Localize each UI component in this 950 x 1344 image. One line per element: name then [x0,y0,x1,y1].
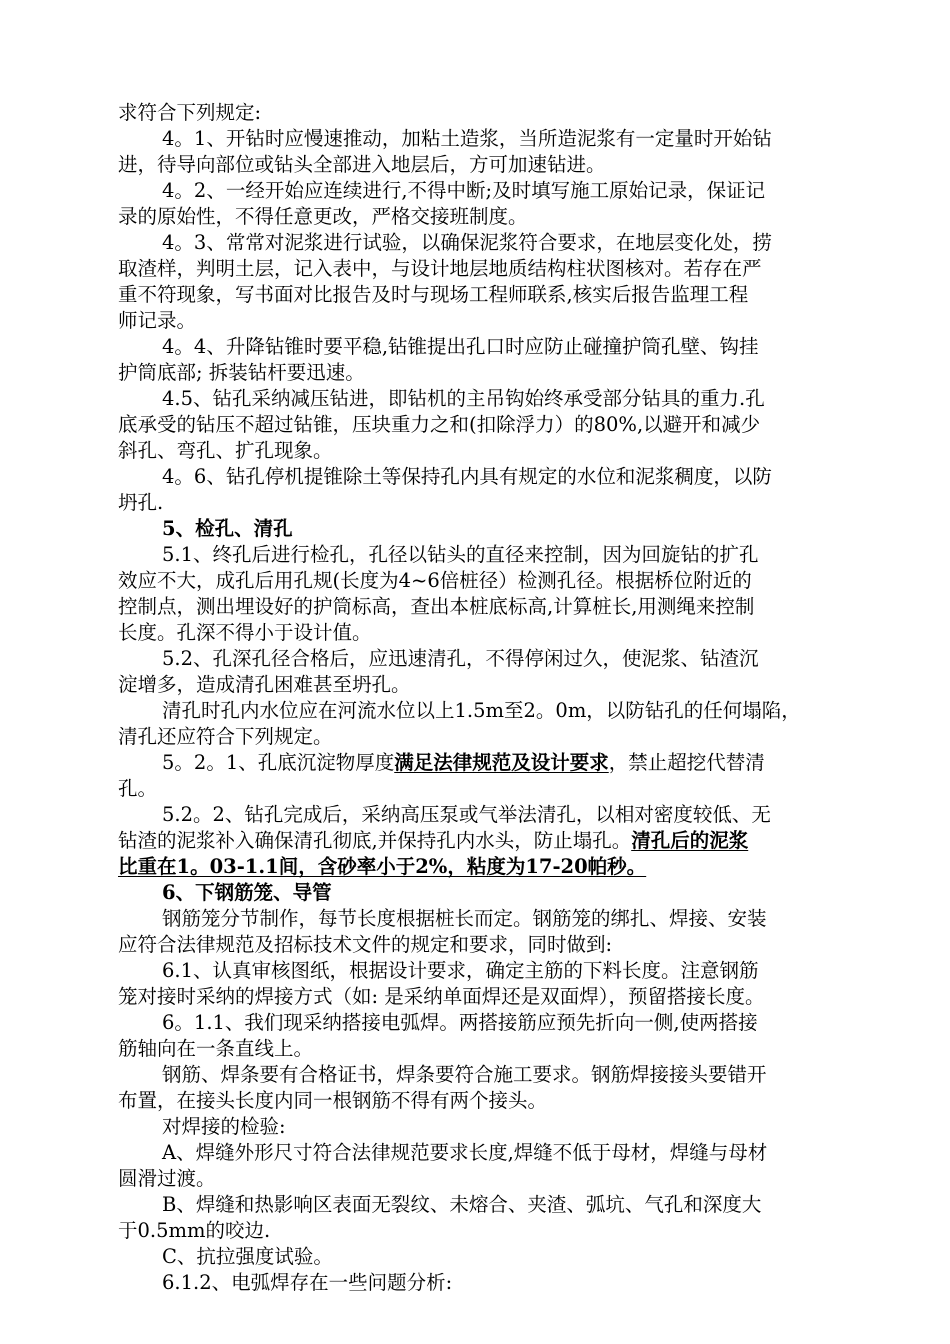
text-line: 笼对接时采纳的焊接方式（如: 是采纳单面焊还是双面焊），预留搭接长度。 [118,985,765,1008]
text-line: 6。1.1、我们现采纳搭接电弧焊。两搭接筋应预先折向一侧,使两搭接 [162,1011,758,1034]
text-span: 钻渣的泥浆补入确保清孔彻底,并保持孔内水头，防止塌孔。 [118,829,632,852]
text-line: 4。2、一经开始应连续进行,不得中断;及时填写施工原始记录，保证记 [162,179,766,202]
text-line: 钢筋、焊条要有合格证书，焊条要符合施工要求。钢筋焊接接头要错开 [162,1063,767,1086]
text-line: 清孔还应符合下列规定。 [118,725,333,748]
text-line: 师记录。 [118,309,197,332]
text-line: 长度。孔深不得小于设计值。 [118,621,372,644]
text-line [162,750,765,776]
text-line: 淀增多，造成清孔困难甚至坍孔。 [118,673,411,696]
text-line: 孔。 [118,777,158,800]
text-span: 5。2。1、孔底沉淀物厚度 [162,751,395,774]
text-line: 斜孔、弯孔、扩孔现象。 [118,439,333,462]
emphasis-text: 比重在1。03-1.1间，含砂率小于2%，粘度为17-20帕秒。 [118,855,647,878]
text-line: 底承受的钻压不超过钻锥，压块重力之和(扣除浮力）的80%,以避开和减少 [118,413,761,436]
text-line: 筋轴向在一条直线上。 [118,1037,314,1060]
text-line: A、焊缝外形尺寸符合法律规范要求长度,焊缝不低于母材，焊缝与母材 [162,1141,768,1164]
text-line: 4。6、钻孔停机提锥除土等保持孔内具有规定的水位和泥浆稠度，以防 [162,465,772,488]
text-span: 5.2。2、钻孔完成后，采纳高压泵或气举法清孔，以相对密度较低、无 [162,803,771,826]
text-line: 效应不大，成孔后用孔规(长度为4~6倍桩径）检测孔径。根据桥位附近的 [118,569,752,592]
text-line: 5.1、终孔后进行检孔，孔径以钻头的直径来控制，因为回旋钻的扩孔 [162,543,759,566]
text-span: ，禁止超挖代替清 [608,751,765,774]
text-line [118,828,748,854]
emphasis-text: 清孔后的泥浆 [631,829,749,852]
text-line: 护筒底部; 拆装钻杆要迅速。 [118,361,365,384]
text-line: 6.1.2、电弧焊存在一些问题分析: [162,1271,453,1294]
text-line: 布置，在接头长度内同一根钢筋不得有两个接头。 [118,1089,548,1112]
text-line: 4。1、开钻时应慢速推动，加粘土造浆，当所造泥浆有一定量时开始钻 [162,127,772,150]
text-line: 坍孔. [118,491,164,514]
text-line: 求符合下列规定: [118,101,262,124]
section-heading: 5、检孔、清孔 [162,517,293,540]
emphasis-text: 满足法律规范及设计要求 [394,751,609,774]
text-line: 清孔时孔内水位应在河流水位以上1.5m至2。0m，以防钻孔的任何塌陷， [162,699,801,722]
text-line: 取渣样，判明土层，记入表中，与设计地层地质结构柱状图核对。若存在严 [118,257,762,280]
text-line: 5.2、孔深孔径合格后，应迅速清孔，不得停闲过久，使泥浆、钻渣沉 [162,647,759,670]
text-line: C、抗拉强度试验。 [162,1245,333,1268]
text-line [162,802,771,828]
text-line: 钢筋笼分节制作，每节长度根据桩长而定。钢筋笼的绑扎、焊接、安装 [162,907,767,930]
text-line: 进，待导向部位或钻头全部进入地层后，方可加速钻进。 [118,153,606,176]
text-line: 重不符现象，写书面对比报告及时与现场工程师联系,核实后报告监理工程 [118,283,749,306]
section-heading: 6、下钢筋笼、导管 [162,881,332,904]
text-line: 4。4、升降钻锥时要平稳,钻锥提出孔口时应防止碰撞护筒孔壁、钩挂 [162,335,759,358]
text-line: 4.5、钻孔采纳减压钻进，即钻机的主吊钩始终承受部分钻具的重力.孔 [162,387,765,410]
text-line: 控制点，测出埋设好的护筒标高，查出本桩底标高,计算桩长,用测绳来控制 [118,595,755,618]
text-line: 对焊接的检验: [162,1115,286,1138]
text-line: 应符合法律规范及招标技术文件的规定和要求，同时做到: [118,933,613,956]
text-line: B、焊缝和热影响区表面无裂纹、未熔合、夹渣、弧坑、气孔和深度大 [162,1193,762,1216]
text-line: 于0.5mm的咬边. [118,1219,271,1242]
text-line: 圆滑过渡。 [118,1167,216,1190]
text-line: 6.1、认真审核图纸，根据设计要求，确定主筋的下料长度。注意钢筋 [162,959,759,982]
text-line: 4。3、常常对泥浆进行试验，以确保泥浆符合要求，在地层变化处，捞 [162,231,772,254]
text-line: 录的原始性，不得任意更改，严格交接班制度。 [118,205,528,228]
